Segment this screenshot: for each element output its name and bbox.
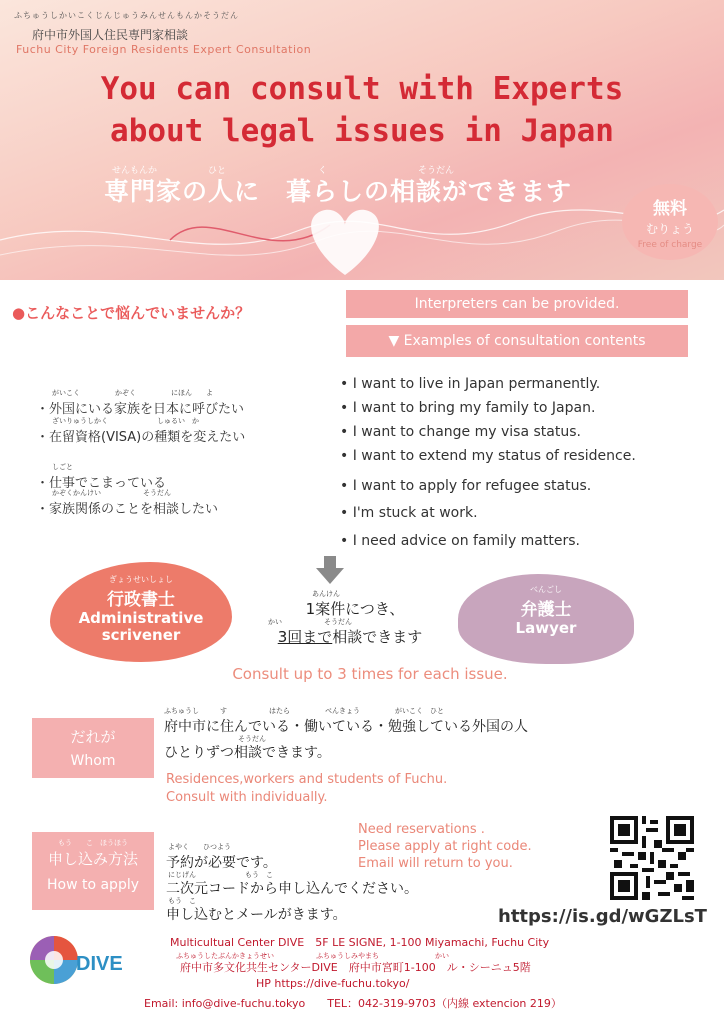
how-to-apply-label xyxy=(32,832,154,910)
lawyer-en: Lawyer xyxy=(515,619,577,637)
how-en-2: Please apply at right code. xyxy=(358,839,532,854)
en-example: • I want to change my visa status. xyxy=(340,424,581,440)
heart-icon xyxy=(311,210,379,275)
jp-example-ruby: ざいりゅうしかく しゅるい か xyxy=(52,417,199,425)
how-ruby: にじげん もう こ xyxy=(168,871,273,879)
header-ruby: ふちゅうしかいこくじんじゅうみんせんもんかそうだん xyxy=(14,11,239,20)
free-ruby: むりょう xyxy=(645,222,694,236)
en-example: • I want to extend my status of residence. xyxy=(340,448,636,464)
interpreters-box: Interpreters can be provided. xyxy=(346,290,688,318)
how-label-ruby: もう こ ほうほう xyxy=(58,839,128,847)
administrative-scrivener-badge xyxy=(50,562,232,662)
en-example: • I need advice on family matters. xyxy=(340,533,580,549)
middle-ruby: あんけん xyxy=(312,590,340,598)
lawyer-jp: 弁護士 xyxy=(520,600,572,620)
free-jp: 無料 xyxy=(653,199,687,219)
title-jp: 専門家の人に 暮らしの相談ができます xyxy=(104,177,573,206)
scrivener-en-1: Administrative xyxy=(78,609,204,627)
lawyer-badge xyxy=(458,574,634,664)
middle-underline: 3回まで xyxy=(277,628,333,646)
middle-ruby: かい そうだん xyxy=(268,618,352,626)
scrivener-en-2: scrivener xyxy=(101,626,181,644)
footer-ruby: ふちゅうしたぶんかきょうせい ふちゅうしみやまち かい xyxy=(176,952,449,960)
how-label-jp: 申し込み方法 xyxy=(47,850,138,868)
whom-line-2: ひとりずつ相談できます。 xyxy=(164,745,331,761)
how-line-1: 予約が必要です。 xyxy=(166,855,277,871)
jp-example-ruby: しごと xyxy=(52,463,73,471)
hero-banner xyxy=(0,0,724,280)
whom-ruby: そうだん xyxy=(238,735,266,743)
dive-logo xyxy=(28,930,138,990)
how-en-3: Email will return to you. xyxy=(358,856,513,871)
arrow-down-icon xyxy=(316,556,344,584)
footer-contact[interactable]: Email: info@dive-fuchu.tokyo TEL：042-319-9703（内線 extencion 219） xyxy=(144,997,562,1010)
whom-label-en: Whom xyxy=(70,753,116,769)
middle-rest: 相談できます xyxy=(332,628,423,646)
whom-ruby: ふちゅうし す はたら べんきょう がいこく ひと xyxy=(164,707,444,715)
scrivener-jp: 行政書士 xyxy=(107,590,175,610)
en-subtitle: Fuchu City Foreign Residents Expert Consultation xyxy=(16,43,312,56)
worry-heading: ●こんなことで悩んでいませんか？ xyxy=(12,304,251,322)
jp-example-ruby: かぞくかんけい そうだん xyxy=(52,489,171,497)
consult-times: Consult up to 3 times for each issue. xyxy=(232,665,508,683)
whom-label xyxy=(32,718,154,778)
en-example: • I want to live in Japan permanently. xyxy=(340,376,601,392)
en-example: • I want to bring my family to Japan. xyxy=(340,400,596,416)
middle-line-1: 1案件につき、 xyxy=(305,600,405,618)
how-line-2: 二次元コードから申し込んでください。 xyxy=(166,881,418,897)
qr-code[interactable] xyxy=(610,816,694,900)
title-line-1: You can consult with Experts xyxy=(100,71,624,107)
free-badge xyxy=(622,184,718,260)
jp-example: ・外国にいる家族を日本に呼びたい xyxy=(36,402,245,417)
jp-example: ・在留資格(VISA)の種類を変えたい xyxy=(36,430,246,445)
whom-en-1: Residences,workers and students of Fuchu. xyxy=(166,772,448,787)
footer-line-1: Multicultual Center DIVE 5F LE SIGNE, 1-100 Miyamachi, Fuchu City xyxy=(170,936,550,949)
title-ruby: そうだん xyxy=(418,166,455,176)
whom-en-2: Consult with individually. xyxy=(166,790,328,805)
title-ruby: ひと xyxy=(208,166,227,176)
how-en-1: Need reservations . xyxy=(358,822,485,837)
whom-label-jp: だれが xyxy=(70,728,116,746)
how-label-en: How to apply xyxy=(46,877,140,893)
jp-example-ruby: がいこく かぞく にほん よ xyxy=(52,389,213,397)
lawyer-ruby: べんごし xyxy=(530,585,562,594)
footer-line-2: 府中市多文化共生センターDIVE 府中市宮町1-100 ル・シーニュ5階 xyxy=(180,961,531,974)
footer-hp[interactable]: HP https://dive-fuchu.tokyo/ xyxy=(256,977,410,990)
middle-line-2 xyxy=(250,626,450,647)
title-line-2: about legal issues in Japan xyxy=(110,113,614,149)
how-ruby: よやく ひつよう xyxy=(168,843,231,851)
logo-text: DIVE xyxy=(76,953,123,975)
jp-example: ・家族関係のことを相談したい xyxy=(36,502,219,517)
en-example: • I want to apply for refugee status. xyxy=(340,478,592,494)
scrivener-ruby: ぎょうせいしょし xyxy=(109,575,173,584)
whom-line-1: 府中市に住んでいる・働いている・勉強している外国の人 xyxy=(164,719,528,735)
title-ruby: せんもんか xyxy=(112,166,158,176)
jp-example: ・仕事でこまっている xyxy=(36,476,167,491)
en-example: • I'm stuck at work. xyxy=(340,505,478,521)
how-line-3: 申し込むとメールがきます。 xyxy=(166,907,347,923)
title-ruby: く xyxy=(318,166,328,176)
url-link[interactable]: https://is.gd/wGZLsT xyxy=(498,906,707,927)
jp-subtitle: 府中市外国人住民専門家相談 xyxy=(32,28,189,42)
examples-heading: ▼ Examples of consultation contents xyxy=(346,325,688,357)
how-ruby: もう こ xyxy=(168,897,196,905)
free-en: Free of charge xyxy=(637,240,703,250)
